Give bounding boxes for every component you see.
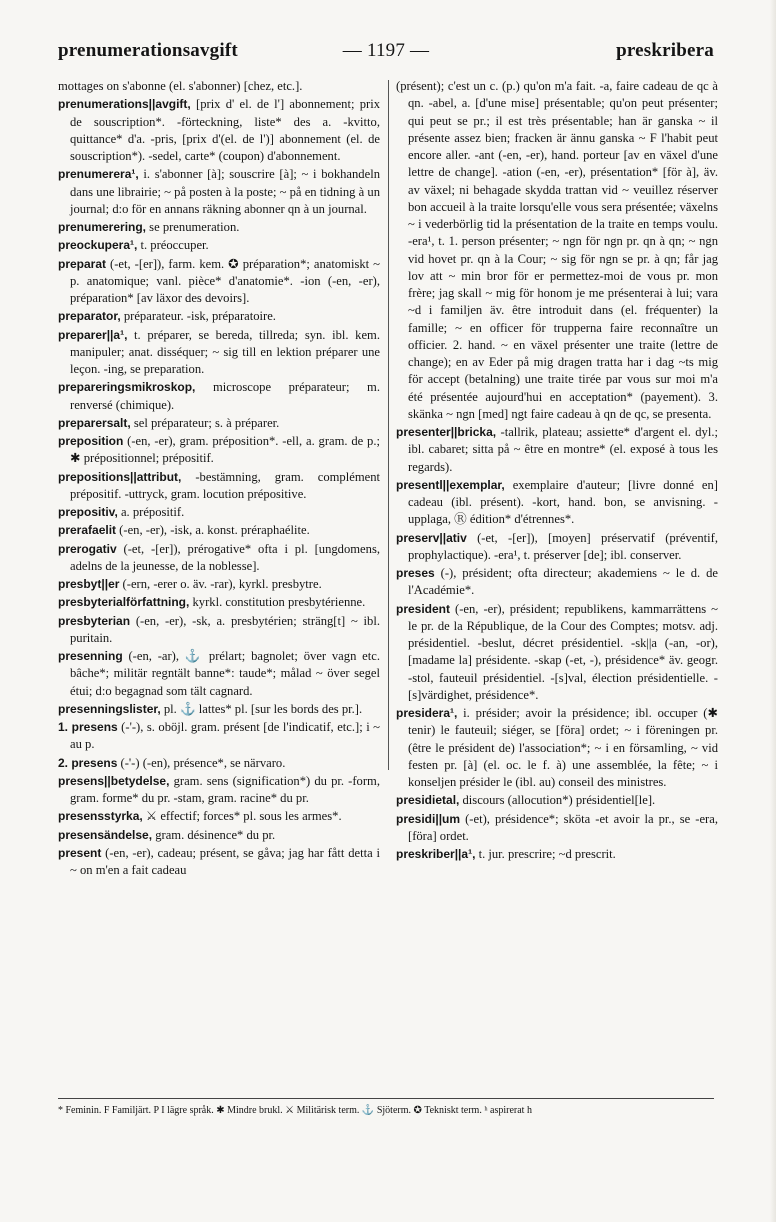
- entry-headword: presens||betydelse,: [58, 773, 170, 788]
- entry-headword: prenumerations||avgift,: [58, 97, 191, 112]
- entry-headword: presensstyrka,: [58, 809, 143, 824]
- entry-definition: (-en, -er), président; republikens, kammarrättens ~ le pr. de la République, de la Cour des Comptes; motsv. adj. présidentiel. -beslut, décret présidentiel. -sk||a (-an, -or), [madame la] présidente. -skap (-et, -), présidence* äv. geogr. -stol, fauteuil présidentiel. -[s]val, élection présidentielle. -[s]värdighet, présidence*.: [408, 601, 718, 702]
- entry-definition: (-et), présidence*; sköta -et avoir la pr., se -era, [föra] ordet.: [408, 811, 718, 843]
- entry-definition: (-), président; ofta directeur; akademiens ~ le d. de l'Académie*.: [408, 566, 718, 598]
- footnote-rule: [58, 1098, 714, 1099]
- entry-headword: presbyt||er: [58, 577, 120, 591]
- dictionary-entry: [396, 530, 718, 565]
- page-edge: [770, 0, 776, 1222]
- entry-headword: preserv||ativ: [396, 530, 467, 545]
- entry-definition: (-'-), s. oböjl. gram. présent [de l'indicatif, etc.]; i ~ au p.: [70, 720, 380, 752]
- header-right-word: preskribera: [616, 40, 714, 61]
- entry-definition: (-et, -[er]), [moyen] préservatif (préventif, prophylactique). -era¹, t. préserver [de]; ibl. conserver.: [408, 530, 718, 562]
- entry-headword: prepositiv,: [58, 505, 118, 519]
- entry-definition: t. préoccuper.: [137, 238, 209, 253]
- entry-definition: sel préparateur; s. à préparer.: [130, 415, 280, 430]
- entry-headword: present: [58, 845, 102, 860]
- entry-headword: preparator,: [58, 309, 121, 324]
- dictionary-entry: [58, 415, 380, 432]
- entry-headword: prerafaelit: [58, 523, 117, 538]
- page-number: — 1197 —: [342, 40, 430, 61]
- entry-definition: discours (allocution*) présidentiel[le].: [459, 793, 656, 808]
- dictionary-entry: [58, 78, 380, 95]
- entry-definition: (-et, -[er]), prérogative* ofta i pl. [ungdomens, adelns de la jeunesse, de la noblesse].: [70, 541, 380, 573]
- dictionary-entry: [58, 433, 380, 468]
- dictionary-entry: [396, 424, 718, 476]
- entry-headword: preskriber||a¹,: [396, 847, 476, 861]
- entry-headword: presidera¹,: [396, 706, 458, 720]
- entry-headword: prepositions||attribut,: [58, 469, 182, 484]
- entry-headword: preparersalt,: [58, 415, 131, 430]
- dictionary-entry: [396, 477, 718, 529]
- entry-definition: exemplaire d'auteur; [livre donné en] cadeau (ibl. présent). -kort, hand. bon, se anvisning. -upplaga, Ⓡ édition* d'étrennes*.: [408, 477, 718, 527]
- page-header: [58, 40, 714, 70]
- entry-headword: prepareringsmikroskop,: [58, 380, 196, 395]
- entry-definition: (-et, -[er]), farm. kem. ✪ préparation*; anatomiskt ~ p. anatomique; vanl. pièce* d'anatomie*. -ion (-en, -er), préparation* [av läxor des devoirs].: [70, 256, 380, 305]
- dictionary-entry: [58, 96, 380, 165]
- entry-headword: presentl||exemplar,: [396, 477, 505, 492]
- dictionary-entry: [396, 811, 718, 846]
- dictionary-entry: [396, 565, 718, 600]
- dictionary-entry: [396, 78, 718, 423]
- entry-definition: pl. ⚓ lattes* pl. [sur les bords des pr.].: [160, 701, 363, 716]
- entry-headword: presbyterian: [58, 613, 131, 628]
- dictionary-entry: [58, 541, 380, 576]
- dictionary-entry: [58, 719, 380, 754]
- entry-headword: president: [396, 601, 451, 616]
- left-column: [58, 78, 380, 877]
- entry-definition: a. prépositif.: [117, 505, 185, 519]
- entry-headword: 2. presens: [58, 755, 118, 770]
- footnote: * Feminin. F Familjärt. P I lägre språk. ✱ Mindre brukl. ⚔ Militärisk term. ⚓ Sjöterm. ✪ Tekniskt term. ʰ aspirerat h: [58, 1105, 532, 1116]
- dictionary-entry: [58, 219, 380, 236]
- entry-headword: 1. presens: [58, 720, 118, 734]
- dictionary-entry: [58, 827, 380, 844]
- entry-definition: (-ern, -erer o. äv. -rar), kyrkl. presbytre.: [119, 577, 322, 591]
- entry-headword: prenumerering,: [58, 220, 147, 234]
- header-left-word: prenumerationsavgift: [58, 40, 238, 61]
- dictionary-entry: [58, 808, 380, 825]
- dictionary-entry: [58, 648, 380, 700]
- dictionary-entry: [58, 773, 380, 808]
- entry-definition: [prix d' el. de l'] abonnement; prix de souscription*. -förteckning, liste* des a. -kvitto, quittance* d'a. -pris, [prix d'(el. de l')] abonnement (el. de souscription*). -sedel, carte* (coupon) d'abonnement.: [70, 97, 380, 163]
- entry-headword: preparat: [58, 256, 107, 271]
- entry-headword: preockupera¹,: [58, 238, 138, 253]
- dictionary-entry: [58, 469, 380, 504]
- entry-headword: prerogativ: [58, 541, 117, 556]
- dictionary-entry: [396, 601, 718, 705]
- entry-definition: microscope préparateur; m. renversé (chimique).: [70, 380, 380, 412]
- entry-headword: presenning: [58, 649, 123, 663]
- dictionary-entry: [58, 308, 380, 325]
- dictionary-entry: [58, 613, 380, 648]
- entry-definition: préparateur. -isk, préparatoire.: [120, 309, 276, 324]
- entry-definition: -bestämning, gram. complément prépositif. -uttryck, gram. locution prépositive.: [70, 469, 380, 501]
- entry-headword: preses: [396, 566, 435, 580]
- entry-headword: preparer||a¹,: [58, 327, 128, 342]
- entry-definition: kyrkl. constitution presbytérienne.: [189, 595, 366, 610]
- entry-definition: gram. sens (signification*) du pr. -form, gram. forme* du pr. -stam, gram. racine* du pr.: [70, 773, 380, 805]
- dictionary-entry: [58, 256, 380, 308]
- entry-definition: i. présider; avoir la présidence; ibl. occuper (✱ tenir) le fauteuil; siéger, se [föra] ordet; ~ i föreningen pr. (être le président de) l'association*; ~ i en församling, ~ vid festen pr. [à] (el. oc. le f. à) une assemblée, la fête; ~ i konseljen présider le (ibl. au) conseil des ministres.: [408, 706, 718, 789]
- entry-headword: presenter||bricka,: [396, 425, 497, 439]
- entry-headword: preposition: [58, 434, 124, 448]
- dictionary-entry: [58, 166, 380, 218]
- entry-definition: (-en, -er), -isk, a. konst. préraphaélite.: [116, 523, 310, 538]
- entry-definition: ⚔ effectif; forces* pl. sous les armes*.: [142, 809, 342, 824]
- entry-definition: (-en, -er), gram. préposition*. -ell, a. gram. de p.; ✱ prépositionnel; prépositif.: [70, 434, 380, 466]
- dictionary-entry: [58, 379, 380, 414]
- entry-headword: presidi||um: [396, 811, 461, 826]
- entry-definition: t. jur. prescrire; ~d prescrit.: [475, 847, 616, 861]
- dictionary-entry: [58, 576, 380, 593]
- dictionary-entry: [58, 594, 380, 611]
- entry-headword: presbyterialförfattning,: [58, 595, 190, 610]
- entry-definition: -tallrik, plateau; assiette* d'argent el. dyl.; ibl. cabaret; sitta på ~ être en montre* (el. exposé à tous les regards).: [408, 425, 718, 474]
- dictionary-entry: [396, 792, 718, 809]
- right-column: [396, 78, 718, 861]
- dictionary-entry: [58, 755, 380, 772]
- dictionary-entry: [58, 701, 380, 718]
- entry-definition: (présent); c'est un c. (p.) qu'on m'a fait. -a, faire cadeau de qc à qn. -abel, a. [d'une mise] présentable; qu'on peut présenter; qui peut se pr.; il est très présentable; han är ganska ~ il présente assez bien; fracken är ännu ganska ~ F l'habit peut encore aller. -ant (-en, -er), hand. porteur [av en växel d'une lettre de change]. -ation (-en, -er), présentation* [för à], äv. av växel; ni behagade skydda trattan vid ~ veuillez réserver bon accueil à la traite lorsqu'elle vous sera présentée; växelns ~ i vederbörlig tid la présentation de la traite en temps voulu. -era¹, t. 1. person présenter; ~ ngn för ngn pr. qn à qn; ~ ngn vid hovet pr. qn à la Cour; ~ sig för ngn se pr. à qn; får jag lov att ~ min bror för er permettez-moi de vous pr. mon frère; jag skall ~ mig för honom je me présenterai à lui; vara ~d i familjen äv. être introduit dans (el. fréquenter) la famille; ~ en officer för trupperna faire reconnaître un officier. 2. hand. ~ en växel présenter une traite (lettre de change); en av Eder på mig dragen tratta har i dag ~ts mig för accept (betalning) une traite tirée par vous sur moi m'a été présentée aujourd'hui en acceptation* (payement). 3. skänka ~ ngn [med] ngt faire cadeau à qn de qc, se presenta.: [396, 79, 718, 421]
- entry-definition: gram. désinence* du pr.: [152, 827, 276, 842]
- dictionary-entry: [58, 522, 380, 539]
- entry-definition: (-'-) (-en), présence*, se närvaro.: [117, 755, 286, 770]
- entry-definition: se prenumeration.: [146, 220, 240, 234]
- dictionary-entry: [396, 846, 718, 863]
- dictionary-entry: [58, 237, 380, 254]
- entry-definition: mottages on s'abonne (el. s'abonner) [chez, etc.].: [58, 79, 303, 93]
- dictionary-entry: [58, 327, 380, 379]
- entry-definition: i. s'abonner [à]; souscrire [à]; ~ i bokhandeln dans une librairie; ~ på posten à la poste; ~ på en tidning à un journal; d:o för en annans räkning abonner qn à un journal.: [70, 167, 380, 216]
- entry-definition: (-en, -er), -sk, a. presbytérien; sträng[t] ~ ibl. puritain.: [70, 613, 380, 645]
- dictionary-entry: [396, 705, 718, 791]
- entry-headword: presensändelse,: [58, 827, 153, 842]
- entry-definition: (-en, -ar), ⚓ prélart; bagnolet; över vagn etc. bâche*; militär regntält banne*: taude*; målad ~ över segel étui; d:o begagnad som tält cagnard.: [70, 649, 380, 698]
- entry-headword: presenningslister,: [58, 701, 161, 716]
- dictionary-entry: [58, 845, 380, 880]
- column-divider: [388, 80, 389, 770]
- dictionary-entry: [58, 504, 380, 521]
- entry-definition: (-en, -er), cadeau; présent, se gåva; jag har fått detta i ~ on m'en a fait cadeau: [70, 845, 380, 877]
- entry-headword: prenumerera¹,: [58, 167, 139, 182]
- entry-headword: presidietal,: [396, 793, 460, 808]
- entry-definition: t. préparer, se bereda, tillreda; syn. ibl. kem. manipuler; anat. disséquer; ~ sig till en lektion préparer une leçon. -ing, se preparation.: [70, 327, 380, 376]
